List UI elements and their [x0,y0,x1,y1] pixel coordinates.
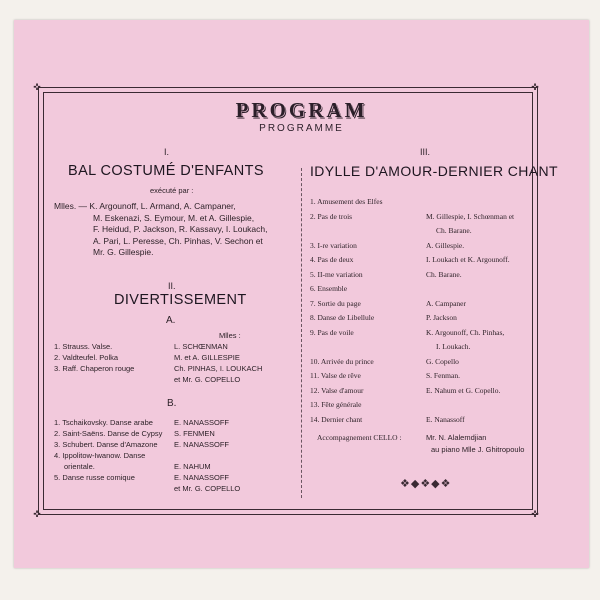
list-item: 3. Schubert. Danse d'Amazone E. NANASSOFF [54,440,230,449]
list-item: orientale. E. NAHUM [64,462,211,471]
part2-heading: DIVERTISSEMENT [114,292,247,308]
program-title: PROGRAM [235,98,368,122]
corner-ornament-icon: ✜ [531,509,539,519]
list-item: 14. Dernier chant E. Nanassoff [310,414,465,424]
list-item: I. Loukach. [436,342,471,351]
list-item: 13. Fête générale [310,400,362,409]
part1-performed-by: exécuté par : [150,186,194,195]
list-item: 1. Strauss. Valse. L. SCHŒNMAN [54,342,228,351]
section-a-performers-header: Mlles : [219,331,241,340]
part2-roman: II. [168,281,176,291]
performers-line: Mlles. — K. Argounoff, L. Armand, A. Campaner, [54,201,236,211]
list-item: 6. Ensemble [310,284,348,293]
section-b-label: B. [167,398,177,409]
performers-line: M. Eskenazi, S. Eymour, M. et A. Gillespie, [93,212,255,223]
corner-ornament-icon: ✜ [33,82,41,92]
list-item: 2. Valdteufel. Polka M. et A. GILLESPIE [54,353,240,362]
list-item: Ch. Barane. [436,226,472,235]
part1-heading: BAL COSTUMÉ D'ENFANTS [68,163,264,179]
performers-line: Mr. G. Gillespie. [93,247,154,257]
list-item: 1. Tschaikovsky. Danse arabe E. NANASSOFF [54,418,230,427]
accompaniment-line1: Mr. N. Alalemdjian [426,433,487,442]
section-a-label: A. [166,315,176,326]
flourish-ornament-icon: ❖◆❖◆❖ [400,478,452,490]
list-item: 7. Sortie du page A. Campaner [310,298,466,308]
part1-roman: I. [164,147,170,157]
corner-ornament-icon: ✜ [531,82,539,92]
part1-performers [54,201,268,259]
list-item: 9. Pas de voile K. Argounoff, Ch. Pinhas, [310,327,505,337]
list-item: 4. Ippolitow-Iwanow. Danse [54,451,146,460]
list-item: et Mr. G. COPELLO [174,484,241,493]
list-item: 1. Amusement des Elfes [310,197,383,206]
part3-heading: IDYLLE D'AMOUR-DERNIER CHANT [310,163,559,179]
list-item: 8. Danse de Libellule P. Jackson [310,313,457,322]
list-item: 3. Raff. Chaperon rouge Ch. PINHAS, I. LOUKACH [54,364,263,373]
list-item: 5. II-me variation Ch. Barane. [310,269,462,279]
part3-list [310,197,514,429]
list-item: et Mr. G. COPELLO [174,375,241,384]
list-item: 10. Arrivée du prince G. Copello [310,356,459,366]
list-item: 2. Saint-Saëns. Danse de Cypsy S. FENMEN [54,429,215,438]
column-divider [301,168,303,498]
section-a-list [54,342,262,386]
accompaniment-label: Accompagnement CELLO : [317,433,402,442]
accompaniment-line2: au piano Mlle J. Ghitropoulo [431,445,525,454]
program-sheet [14,20,589,568]
list-item: 2. Pas de trois M. Gillespie, I. Schœnman et [310,211,515,221]
list-item: 12. Valse d'amour E. Nahum et G. Copello. [310,385,501,395]
performers-line: F. Heidud, P. Jackson, R. Kassavy, I. Loukach, [93,224,268,234]
corner-ornament-icon: ✜ [33,509,41,519]
list-item: 11. Valse de rêve S. Fenman. [310,371,460,380]
program-subtitle: PROGRAMME [259,123,344,134]
list-item: 5. Danse russe comique E. NANASSOFF [54,473,230,482]
section-b-list [54,418,240,495]
list-item: 3. I-re variation A. Gillespie. [310,240,465,250]
performers-line: A. Pari, L. Peresse, Ch. Pinhas, V. Sechon et [93,235,263,246]
part3-roman: III. [420,147,431,157]
list-item: 4. Pas de deux I. Loukach et K. Argounoff. [310,255,510,264]
